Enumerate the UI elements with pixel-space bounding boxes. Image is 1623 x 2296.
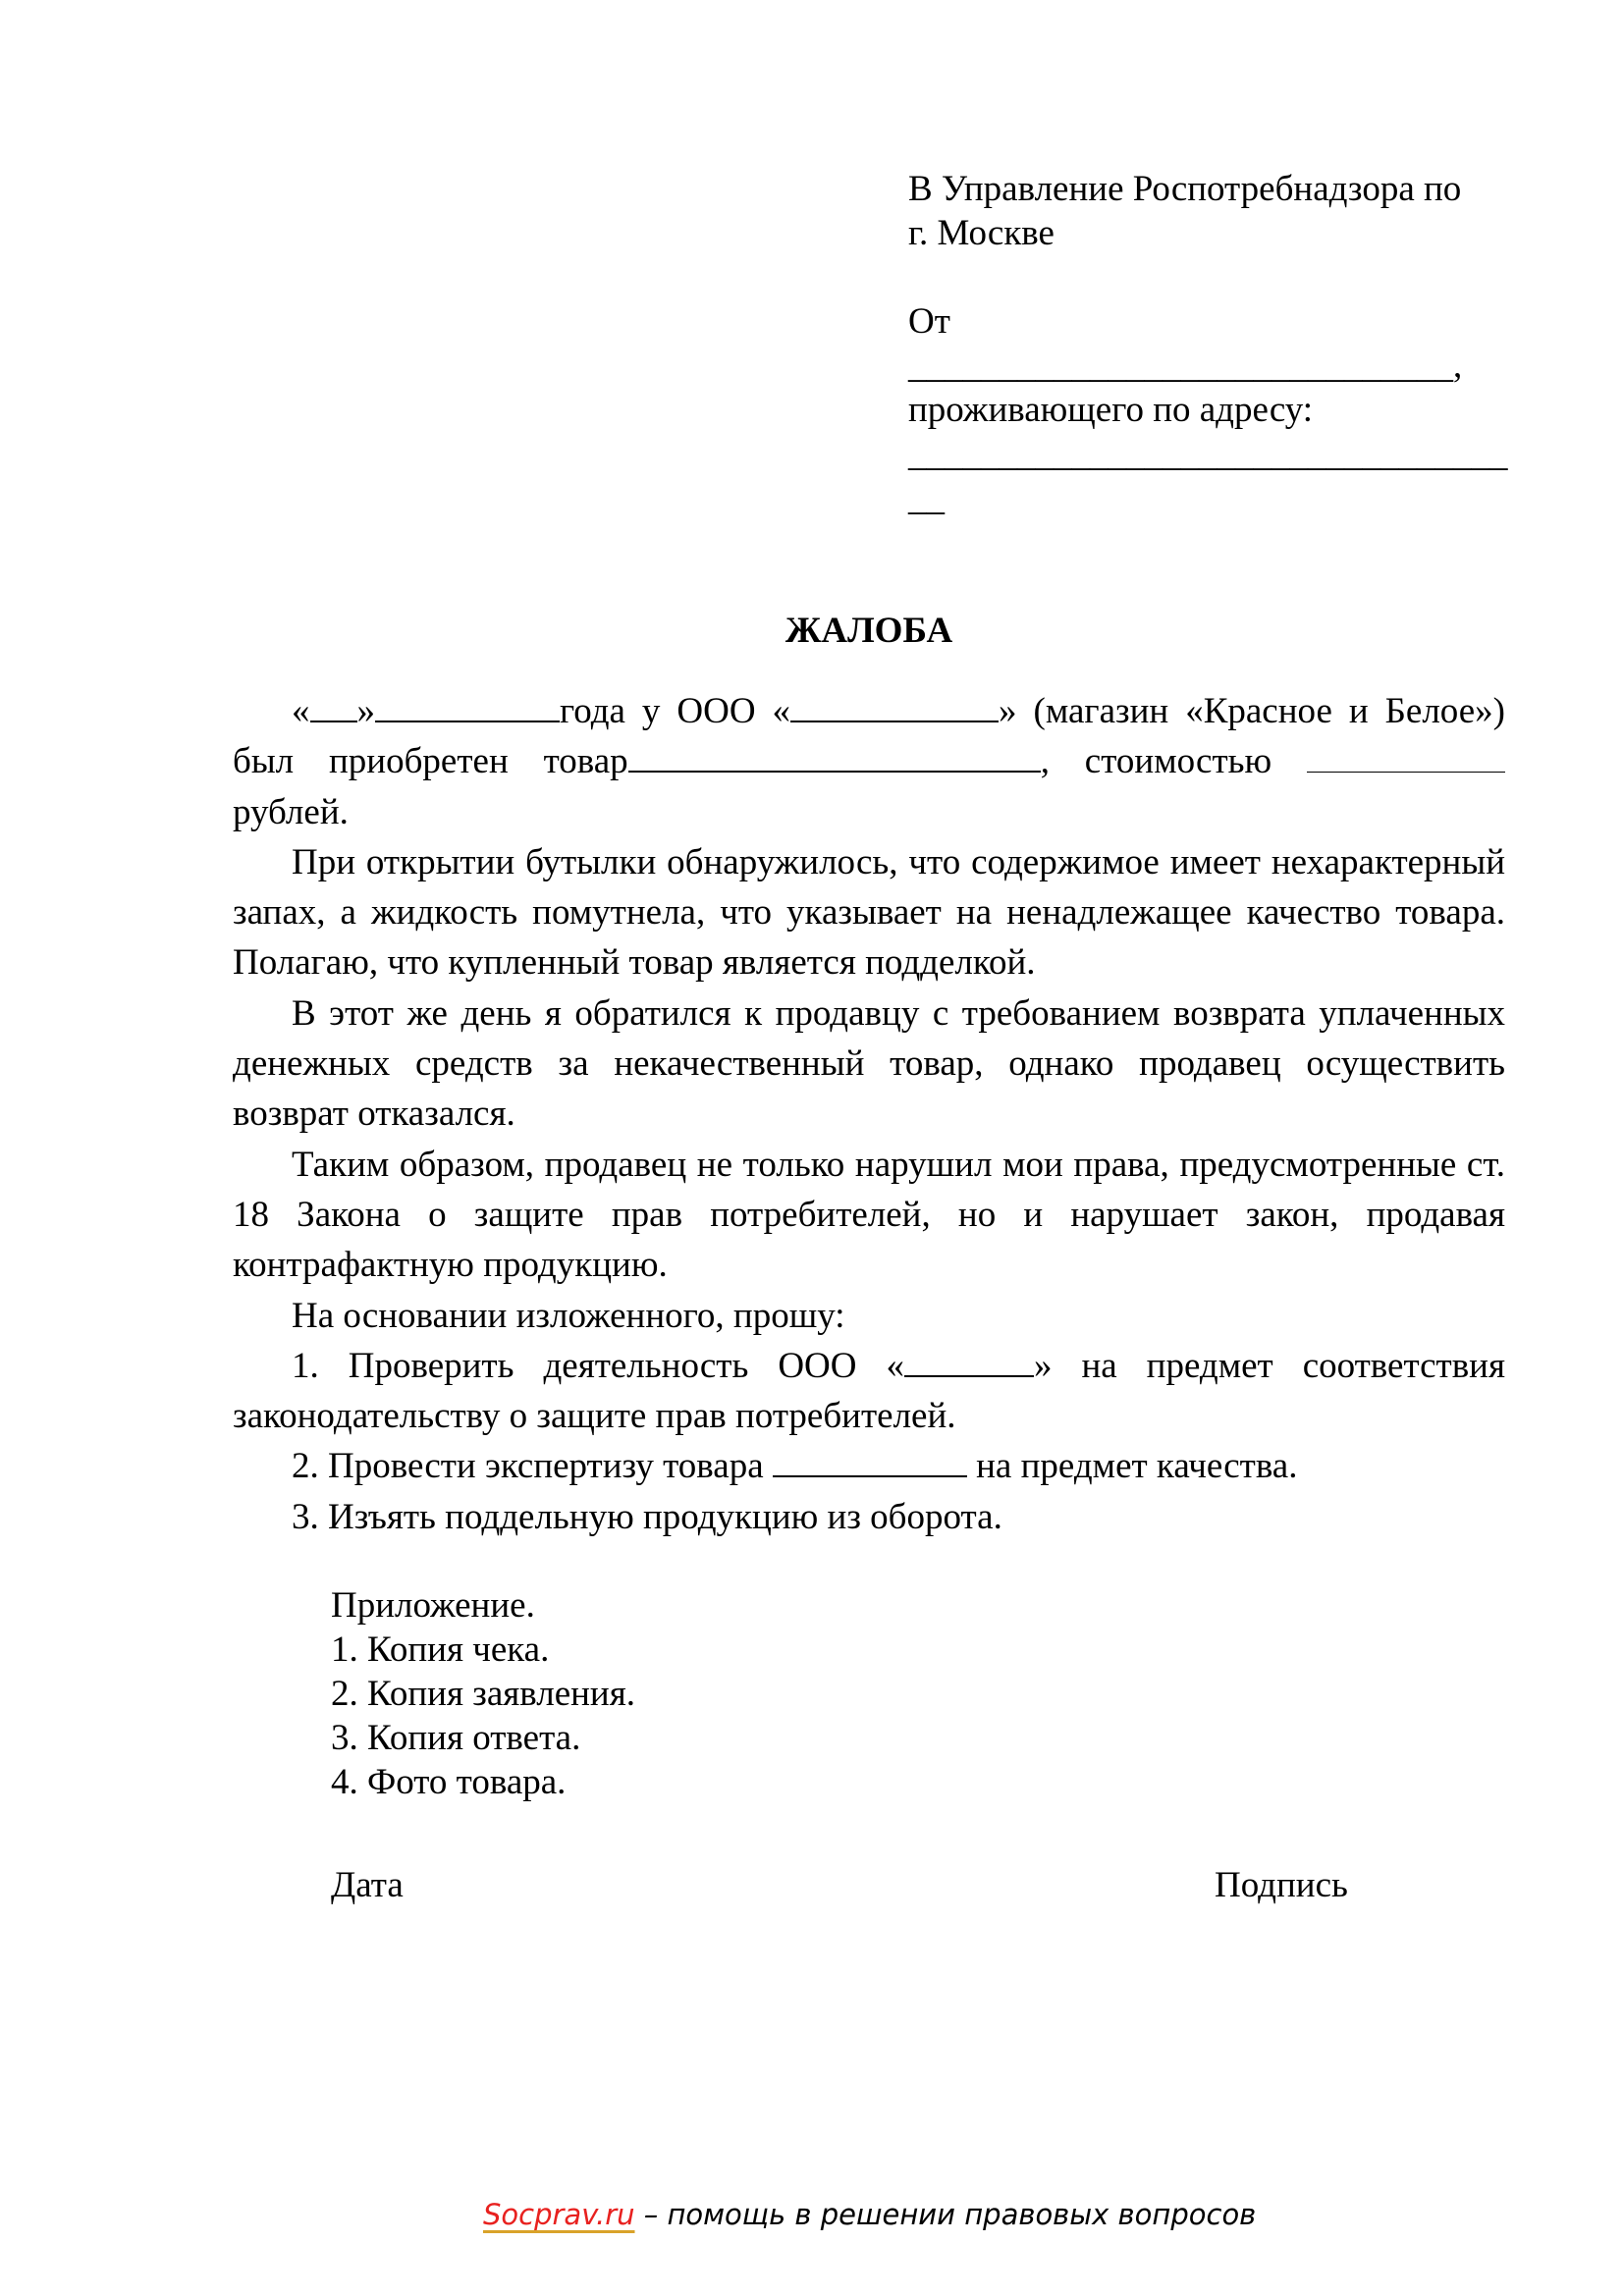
signature-label: Подпись xyxy=(1215,1865,1348,1905)
date-label: Дата xyxy=(331,1865,404,1905)
request-item-2 xyxy=(233,1441,1505,1491)
day-blank xyxy=(310,691,357,722)
paragraph-request-intro: На основании изложенного, прошу: xyxy=(292,1295,845,1336)
month-blank xyxy=(375,691,560,722)
paragraph-defect: При открытии бутылки обнаружилось, что содержимое имеет нехарактерный запах, а жидкость помутнела, что указывает на ненадлежащее качество товара. Полагаю, что купленный товар является подделкой. xyxy=(233,841,1505,984)
request-item-1 xyxy=(233,1341,1505,1442)
address-label: проживающего по адресу: xyxy=(908,390,1314,430)
close-quote: » xyxy=(356,691,375,731)
addressee-line-2: г. Москве xyxy=(908,213,1055,253)
attachments-heading: Приложение. xyxy=(331,1585,535,1626)
address-blank: _________________________________ xyxy=(908,434,1508,474)
attachment-item: 2. Копия заявления. xyxy=(331,1674,636,1714)
from-label: От xyxy=(908,301,950,342)
price-blank xyxy=(1307,742,1505,773)
request-2-goods-blank xyxy=(773,1446,967,1477)
complaint-body xyxy=(233,686,1505,1542)
purchase-text-d: рублей. xyxy=(233,791,349,832)
attachment-item: 1. Копия чека. xyxy=(331,1629,550,1670)
paragraph-refusal: В этот же день я обратился к продавцу с требованием возврата уплаченных денежных средств за некачественный товар, однако продавец осуществить возврат отказался. xyxy=(233,992,1505,1135)
purchase-text-b: » (магазин «Красное и Белое») был приобретен товар xyxy=(233,691,1505,782)
open-quote: « xyxy=(292,691,310,731)
request-1-text-b: » на предмет соответствия законодательству о защите прав потребителей. xyxy=(233,1345,1505,1437)
request-1-text-a: 1. Проверить деятельность ООО « xyxy=(292,1345,904,1386)
brand-link[interactable]: Socprav.ru xyxy=(483,2198,635,2231)
paragraph-purchase xyxy=(233,686,1505,837)
purchase-text-a: года у ООО « xyxy=(560,691,791,731)
document-title: ЖАЛОБА xyxy=(784,611,953,651)
request-2-text-b: на предмет качества. xyxy=(966,1446,1298,1487)
footer-tagline: – помощь в решении правовых вопросов xyxy=(634,2198,1257,2231)
footer-watermark xyxy=(483,2195,1256,2234)
addressee-line-1: В Управление Роспотребнадзора по xyxy=(908,169,1462,209)
request-2-text-a: 2. Провести экспертизу товара xyxy=(292,1446,773,1487)
addressee-block xyxy=(908,167,1517,520)
request-1-org-blank xyxy=(904,1346,1034,1377)
attachment-item: 4. Фото товара. xyxy=(331,1762,567,1802)
purchase-text-c: , стоимостью xyxy=(1040,741,1272,782)
paragraph-violation: Таким образом, продавец не только нарушил мои права, предусмотренные ст. 18 Закона о защите прав потребителей, но и нарушает закон, продавая контрафактную продукцию. xyxy=(233,1144,1505,1286)
attachments-list xyxy=(331,1583,635,1804)
organization-blank xyxy=(790,691,999,722)
spacer xyxy=(908,255,1517,299)
goods-blank xyxy=(628,741,1041,773)
from-name-blank: ______________________________, xyxy=(908,346,1463,386)
attachment-item: 3. Копия ответа. xyxy=(331,1718,581,1758)
address-blank-tail: __ xyxy=(908,478,945,518)
request-item-3: 3. Изъять поддельную продукцию из оборота. xyxy=(292,1496,1002,1537)
